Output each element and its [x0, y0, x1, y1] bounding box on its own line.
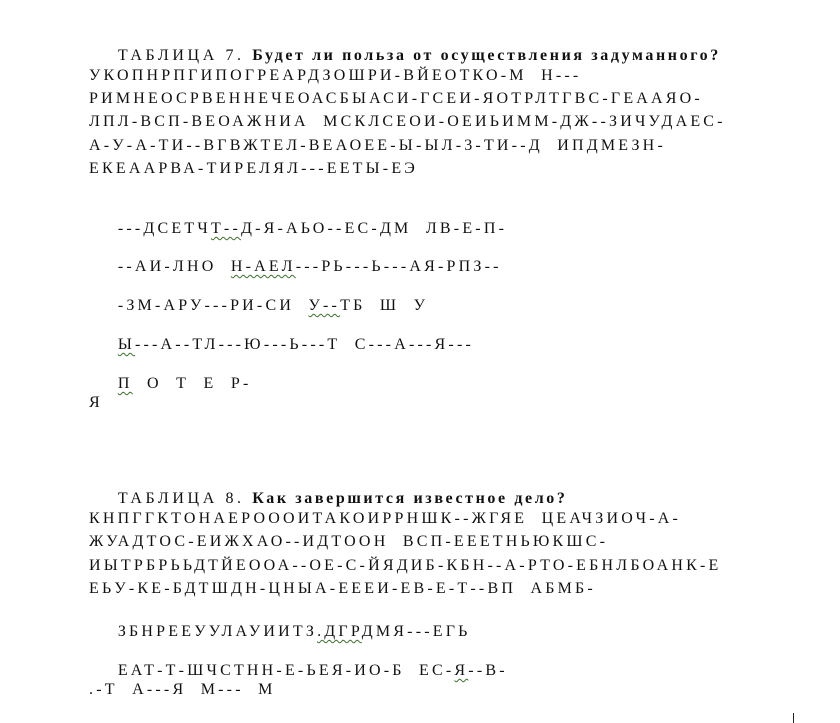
spellcheck-underline: Я	[454, 662, 469, 679]
spellcheck-underline: Ы	[117, 336, 135, 353]
table-7-question: Будет ли польза от осуществления задуманного?	[252, 47, 721, 64]
spellcheck-underline: П	[117, 375, 133, 392]
table-8-row-7: .-Т А---Я М--- М	[89, 681, 276, 698]
table-7-row-1: УКОПНРПГИПОГРЕАРДЗОШРИ-ВЙЕОТКО-М Н---	[89, 67, 582, 84]
spellcheck-underline: Т--	[210, 220, 241, 237]
table-8-row-5: ЗБНРЕЕУУЛАУИИТЗ.ДГРДМЯ---ЕГЬ	[117, 623, 471, 640]
table-8-row-3: ИЫТРБРЬЬДТЙЕООА--ОЕ-С-ЙЯДИБ-КБН--А-РТО-ЕБНЛБОАНК-Е	[89, 557, 722, 574]
table-7-row-10: П О Т Е Р-	[117, 375, 252, 392]
table-8-row-1: КНПГГКТОНАЕРОООИТАКОИРРНШК--ЖГЯЕ ЦЕАЧЗИОЧ-А-	[89, 510, 682, 527]
table-7-row-11: Я	[89, 394, 103, 411]
table-8-row-2: ЖУАДТОС-ЕИЖХАО--ИДТООН ВСП-ЕЕЕТНЬЮКШС-	[89, 533, 609, 550]
table-8-question: Как завершится известное дело?	[252, 490, 568, 507]
table-7-row-5: ЕКЕААРВА-ТИРЕЛЯЛ---ЕЕТЫ-ЕЭ	[89, 160, 419, 177]
table-7-row-9: Ы---А--ТЛ---Ю---Ь---Т С---А---Я---	[117, 336, 475, 353]
table-7-row-8: -ЗМ-АРУ---РИ-СИ У--ТБ Ш У	[117, 297, 429, 314]
spellcheck-underline: У--	[308, 297, 341, 314]
table-8-label: ТАБЛИЦА 8.	[117, 490, 253, 507]
table-7-row-7: --АИ-ЛНО Н-АЕЛ---РЬ---Ь---АЯ-РПЗ--	[117, 258, 502, 275]
spellcheck-underline: .ДГР	[317, 623, 362, 640]
table-7-row-3: ЛПЛ-ВСП-ВЕОАЖНИА МСКЛСЕОИ-ОЕИЬИММ-ДЖ--ЗИЧУДАЕС-	[89, 113, 726, 130]
page-edge-mark	[793, 713, 794, 723]
table-7-row-2: РИМНЕОСРВЕННЕЧЕОАСБЫАСИ-ГСЕИ-ЯОТРЛТГВС-ГЕААЯО-	[89, 90, 703, 107]
table-7-row-6: ---ДСЕТЧТ--Д-Я-АЬО--ЕС-ДМ ЛВ-Е-П-	[117, 220, 508, 237]
table-7-row-4: А-У-А-ТИ--ВГВЖТЕЛ-ВЕАОЕЕ-Ы-ЫЛ-3-ТИ--Д ИПДМЕЗН-	[89, 137, 666, 154]
table-7-label: ТАБЛИЦА 7.	[117, 47, 253, 64]
spellcheck-underline: Н-АЕЛ	[230, 258, 296, 275]
table-8-row-6: ЕАТ-Т-ШЧСТНН-Е-ЬЕЯ-ИО-Б ЕС-Я--В-	[117, 662, 508, 679]
table-8-row-4: ЕЬУ-КЕ-БДТШДН-ЦНЫА-ЕЕЕИ-ЕВ-Е-Т--ВП АБМБ-	[89, 580, 596, 597]
